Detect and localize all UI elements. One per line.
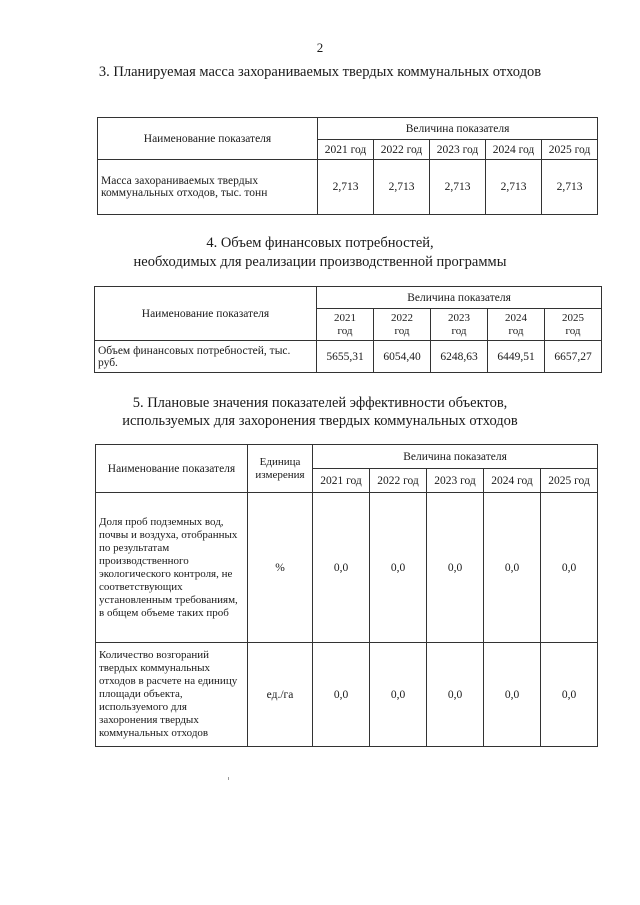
cell-value: 0,0	[370, 493, 427, 643]
year-header	[545, 309, 602, 341]
cell-value: 6248,63	[431, 341, 488, 373]
table-row	[96, 643, 598, 747]
finance-table	[94, 286, 602, 373]
year-header: 2023 год	[427, 469, 484, 493]
section-4-title-line1: 4. Объем финансовых потребностей,	[206, 235, 434, 251]
cell-value: 0,0	[541, 493, 598, 643]
cell-value: 0,0	[484, 643, 541, 747]
year-header: 2023 год	[430, 140, 486, 160]
row-unit: %	[248, 493, 313, 643]
row-name: Доля проб подземных вод, почвы и воздуха, отобранных по результатам производственного экологического контроля, не соответствующих установленным требованиям, в общем объеме таких проб	[96, 493, 248, 643]
header-name: Наименование показателя	[98, 118, 318, 160]
year-suffix: год	[394, 324, 410, 337]
year-header: 2024 год	[486, 140, 542, 160]
year-header: 2024 год	[484, 469, 541, 493]
cell-value: 0,0	[541, 643, 598, 747]
year: 2025	[562, 311, 585, 324]
year-header: 2022 год	[374, 140, 430, 160]
header-value: Величина показателя	[318, 118, 598, 140]
cell-value: 0,0	[313, 643, 370, 747]
cell-value: 2,713	[430, 160, 486, 215]
cell-value: 6449,51	[488, 341, 545, 373]
efficiency-table	[95, 444, 598, 747]
row-name: Масса захораниваемых твердых коммунальных отходов, тыс. тонн	[98, 160, 318, 215]
mass-table	[97, 117, 598, 215]
year-suffix: год	[565, 324, 581, 337]
section-4-title-line2: необходимых для реализации производственной программы	[133, 254, 507, 270]
header-name: Наименование показателя	[95, 287, 317, 341]
year-header	[431, 309, 488, 341]
section-5-title-line1: 5. Плановые значения показателей эффективности объектов,	[132, 395, 508, 411]
year-header	[488, 309, 545, 341]
cell-value: 0,0	[313, 493, 370, 643]
year: 2023	[448, 311, 470, 324]
cell-value: 0,0	[370, 643, 427, 747]
year-header: 2025 год	[541, 469, 598, 493]
year-header: 2021 год	[313, 469, 370, 493]
cell-value: 2,713	[486, 160, 542, 215]
table-row	[96, 493, 598, 643]
year-header	[317, 309, 374, 341]
year-suffix: год	[508, 324, 524, 337]
cell-value: 2,713	[374, 160, 430, 215]
row-name: Количество возгораний твердых коммунальных отходов в расчете на единицу площади объекта, используемого для захоронения твердых коммунальных отходов	[96, 643, 248, 747]
cell-value: 6657,27	[545, 341, 602, 373]
year-header: 2021 год	[318, 140, 374, 160]
year-header	[374, 309, 431, 341]
header-unit: Единица измерения	[248, 445, 313, 493]
cell-value: 2,713	[318, 160, 374, 215]
row-unit: ед./га	[248, 643, 313, 747]
section-5-title-line2: используемых для захоронения твердых коммунальных отходов	[122, 413, 518, 429]
table-row	[95, 341, 602, 373]
year-header: 2025 год	[542, 140, 598, 160]
table-row	[98, 160, 598, 215]
row-name: Объем финансовых потребностей, тыс. руб.	[95, 341, 317, 373]
year-suffix: год	[451, 324, 467, 337]
year: 2024	[505, 311, 527, 324]
cell-value: 6054,40	[374, 341, 431, 373]
year-header: 2022 год	[370, 469, 427, 493]
cell-value: 0,0	[484, 493, 541, 643]
scan-mark	[228, 777, 229, 780]
cell-value: 0,0	[427, 643, 484, 747]
header-value: Величина показателя	[317, 287, 602, 309]
year-suffix: год	[337, 324, 353, 337]
page-number: 2	[316, 40, 324, 55]
header-value: Величина показателя	[313, 445, 598, 469]
year: 2022	[391, 311, 413, 324]
header-name: Наименование показателя	[96, 445, 248, 493]
cell-value: 5655,31	[317, 341, 374, 373]
cell-value: 0,0	[427, 493, 484, 643]
cell-value: 2,713	[542, 160, 598, 215]
year: 2021	[334, 311, 356, 324]
section-3-title: 3. Планируемая масса захораниваемых твердых коммунальных отходов	[98, 64, 542, 80]
